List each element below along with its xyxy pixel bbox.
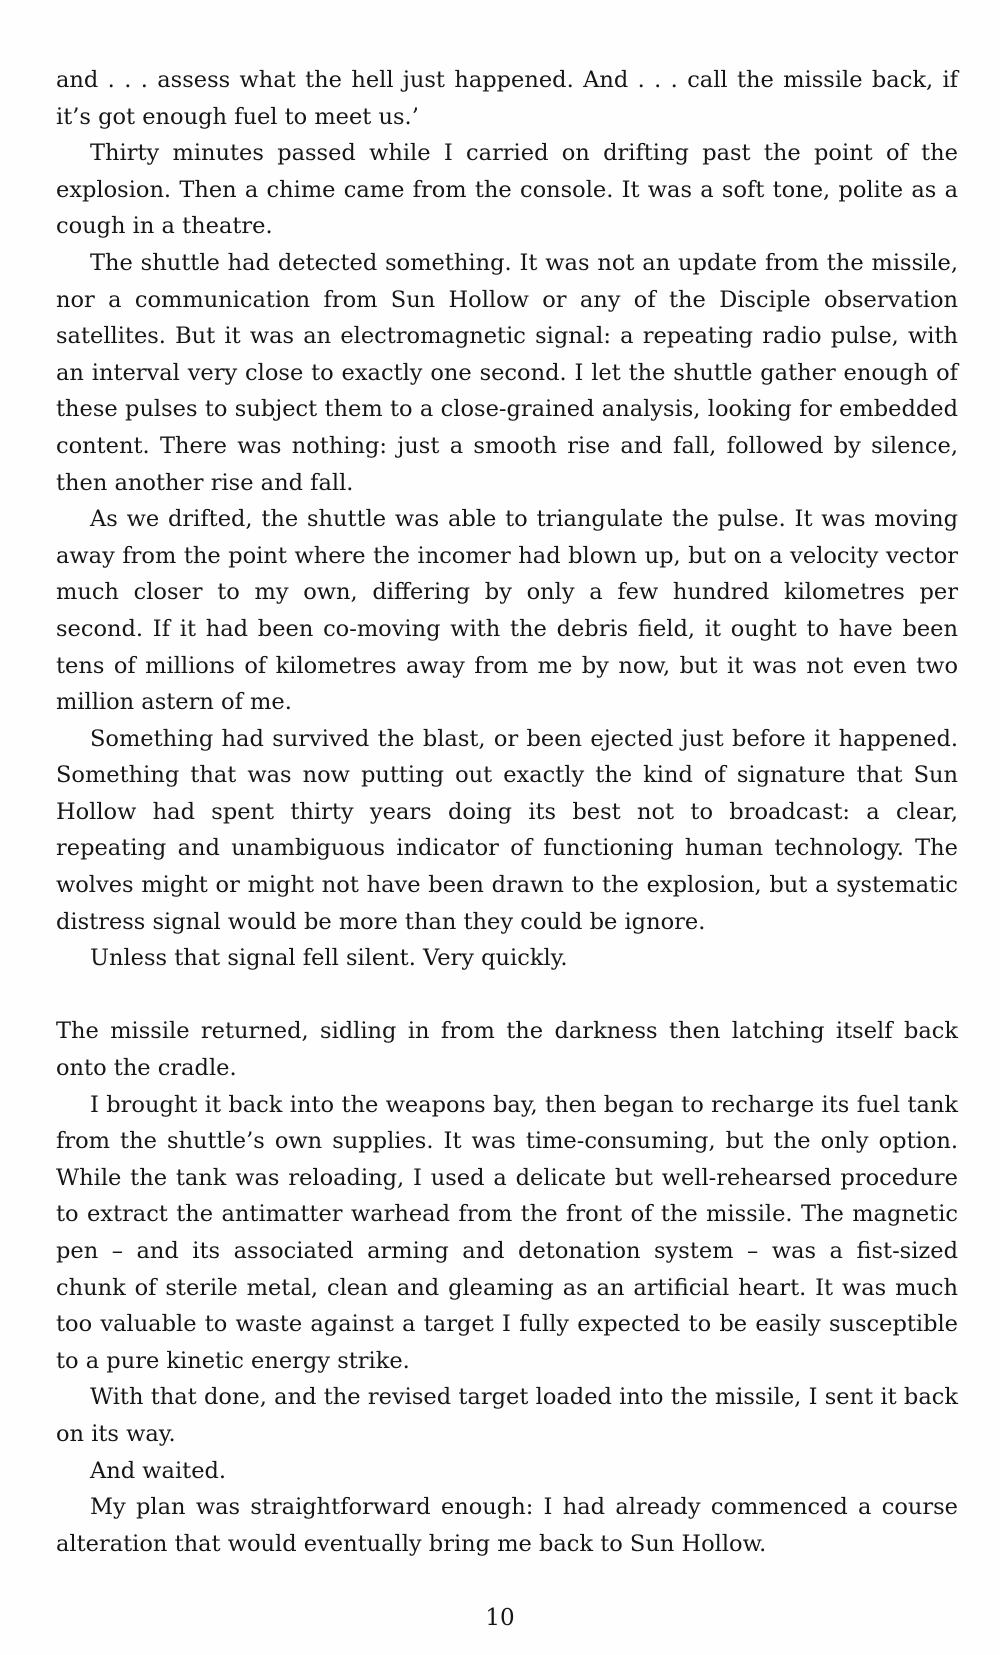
paragraph-1: and . . . assess what the hell just happened. And . . . call the missile back, if it’s got enough fuel to meet us.’ <box>56 67 958 130</box>
body-text <box>56 62 958 1562</box>
paragraph-2: Thirty minutes passed while I carried on drifting past the point of the explosion. Then a chime came from the console. It was a soft tone, polite as a cough in a theatre. <box>56 140 958 240</box>
paragraph-3: The shuttle had detected something. It was not an update from the missile, nor a communication from Sun Hollow or any of the Disciple observation satellites. But it was an electromagnetic signal: a repeating radio pulse, with an interval very close to exactly one second. I let the shuttle gather enough of these pulses to subject them to a close-grained analysis, looking for embedded content. There was nothing: just a smooth rise and fall, followed by silence, then another rise and fall. <box>56 249 958 496</box>
paragraph-8: I brought it back into the weapons bay, then began to recharge its fuel tank from the shuttle’s own supplies. It was time-consuming, but the only option. While the tank was reloading, I used a delicate but well-rehearsed procedure to extract the antimatter warhead from the front of the missile. The magnetic pen – and its associated arming and detonation system – was a fist-sized chunk of sterile metal, clean and gleaming as an artificial heart. It was much too valuable to waste against a target I fully expected to be easily susceptible to a pure kinetic energy strike. <box>56 1091 958 1374</box>
paragraph-7-section-start: The missile returned, sidling in from the darkness then latching itself back onto the cradle. <box>56 1018 958 1082</box>
paragraph-10: And waited. <box>90 1457 227 1484</box>
paragraph-11: My plan was straightforward enough: I had already commenced a course alteration that would eventually bring me back to Sun Hollow. <box>56 1494 958 1557</box>
paragraph-6: Unless that signal fell silent. Very quickly. <box>90 945 568 972</box>
paragraph-4: As we drifted, the shuttle was able to triangulate the pulse. It was moving away from the point where the incomer had blown up, but on a velocity vector much closer to my own, differing by only a few hundred kilometres per second. If it had been co-moving with the debris field, it ought to have been tens of millions of kilometres away from me by now, but it was not even two million astern of me. <box>56 506 958 716</box>
paragraph-5: Something had survived the blast, or been ejected just before it happened. Something that was now putting out exactly the kind of signature that Sun Hollow had spent thirty years doing its best not to broadcast: a clear, repeating and unambiguous indicator of functioning human technology. The wolves might or might not have been drawn to the explosion, but a systematic distress signal would be more than they could be ignore. <box>56 725 958 935</box>
page-number: 10 <box>485 1605 515 1631</box>
paragraph-9: With that done, and the revised target loaded into the missile, I sent it back on its way. <box>56 1384 958 1447</box>
